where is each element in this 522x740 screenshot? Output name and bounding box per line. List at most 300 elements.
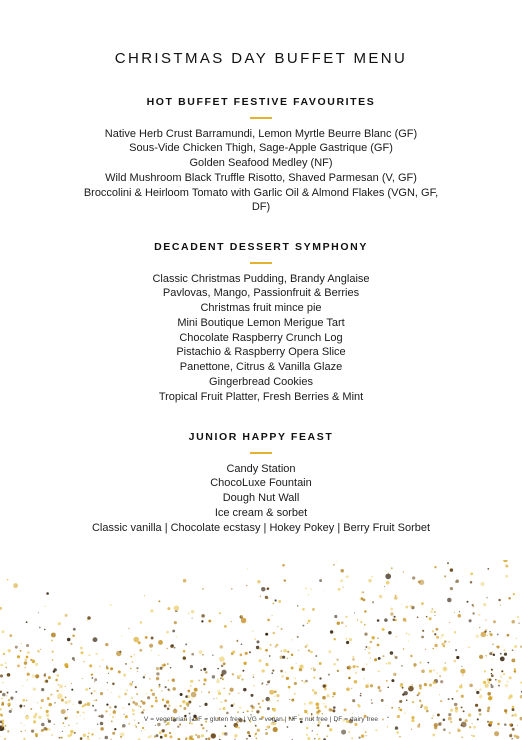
confetti-dot xyxy=(405,606,408,609)
confetti-dot xyxy=(158,655,159,656)
confetti-dot xyxy=(31,730,34,733)
confetti-dot xyxy=(351,688,352,689)
confetti-dot xyxy=(237,676,240,679)
confetti-dot xyxy=(486,597,487,598)
confetti-dot xyxy=(35,663,38,666)
gold-divider xyxy=(250,452,272,454)
confetti-dot xyxy=(420,707,421,708)
confetti-dot xyxy=(106,665,107,666)
confetti-dot xyxy=(1,725,3,727)
confetti-dot xyxy=(500,675,503,678)
confetti-dot xyxy=(169,732,171,734)
confetti-dot xyxy=(82,712,84,714)
confetti-dot xyxy=(50,694,52,696)
confetti-dot xyxy=(492,696,493,697)
confetti-dot xyxy=(497,723,500,726)
confetti-dot xyxy=(395,595,396,596)
confetti-dot xyxy=(32,660,36,664)
confetti-dot xyxy=(72,657,75,660)
confetti-dot xyxy=(159,686,161,688)
confetti-dot xyxy=(514,668,516,670)
confetti-dot xyxy=(384,586,385,587)
confetti-dot xyxy=(255,733,257,735)
confetti-dot xyxy=(353,665,356,668)
confetti-dot xyxy=(219,708,221,710)
confetti-dot xyxy=(167,607,170,610)
confetti-dot xyxy=(109,706,111,708)
menu-item: Pistachio & Raspberry Opera Slice xyxy=(176,346,346,359)
confetti-dot xyxy=(0,674,3,677)
confetti-dot xyxy=(473,726,476,729)
confetti-dot xyxy=(80,647,83,650)
confetti-dot xyxy=(222,678,224,680)
confetti-dot xyxy=(38,612,39,613)
confetti-dot xyxy=(306,644,308,646)
confetti-dot xyxy=(448,698,450,700)
gold-divider xyxy=(250,262,272,264)
confetti-dot xyxy=(355,672,357,674)
confetti-dot xyxy=(201,724,203,726)
confetti-dot xyxy=(202,727,204,729)
confetti-dot xyxy=(52,659,54,661)
confetti-dot xyxy=(326,694,329,697)
confetti-dot xyxy=(291,699,294,702)
confetti-dot xyxy=(364,633,367,636)
confetti-dot xyxy=(450,587,453,590)
confetti-dot xyxy=(313,668,316,671)
confetti-dot xyxy=(145,636,148,639)
confetti-dot xyxy=(22,699,25,702)
confetti-dot xyxy=(410,605,413,608)
confetti-dot xyxy=(447,562,449,564)
confetti-dot xyxy=(191,610,195,614)
confetti-dot xyxy=(287,726,289,728)
menu-item: Candy Station xyxy=(226,462,296,475)
confetti-dot xyxy=(44,681,46,683)
confetti-dot xyxy=(224,732,228,736)
confetti-dot xyxy=(67,700,70,703)
confetti-dot xyxy=(487,568,489,570)
confetti-dot xyxy=(436,636,439,639)
confetti-dot xyxy=(185,702,189,706)
confetti-dot xyxy=(87,702,91,706)
confetti-dot xyxy=(297,636,299,638)
confetti-dot xyxy=(485,619,486,620)
confetti-dot xyxy=(100,692,103,695)
confetti-dot xyxy=(313,677,315,679)
confetti-dot xyxy=(460,669,465,674)
confetti-dot xyxy=(310,589,312,591)
confetti-dot xyxy=(208,691,210,693)
confetti-dot xyxy=(483,681,487,685)
confetti-dot xyxy=(487,707,490,710)
confetti-dot xyxy=(463,710,465,712)
confetti-dot xyxy=(511,738,513,740)
confetti-dot xyxy=(456,656,459,659)
confetti-dot xyxy=(187,690,190,693)
confetti-dot xyxy=(408,634,410,636)
confetti-dot xyxy=(265,729,266,730)
confetti-dot xyxy=(141,730,142,731)
confetti-dot xyxy=(336,561,337,562)
confetti-dot xyxy=(141,711,144,714)
confetti-dot xyxy=(173,709,178,714)
confetti-dot xyxy=(447,598,451,602)
confetti-dot xyxy=(340,579,343,582)
section-heading: HOT BUFFET FESTIVE FAVOURITES xyxy=(146,96,376,108)
confetti-dot xyxy=(326,735,327,736)
confetti-dot xyxy=(491,674,494,677)
confetti-dot xyxy=(432,733,435,736)
confetti-dot xyxy=(5,729,7,731)
confetti-dot xyxy=(81,651,84,654)
confetti-dot xyxy=(449,622,450,623)
confetti-dot xyxy=(308,649,310,651)
confetti-dot xyxy=(265,732,268,735)
confetti-dot xyxy=(199,706,200,707)
confetti-dot xyxy=(243,688,247,692)
confetti-dot xyxy=(166,700,170,704)
confetti-dot xyxy=(274,695,275,696)
confetti-dot xyxy=(501,670,503,672)
confetti-dot xyxy=(159,684,161,686)
confetti-dot xyxy=(461,695,464,698)
confetti-dot xyxy=(208,620,211,623)
confetti-dot xyxy=(364,610,366,612)
confetti-dot xyxy=(479,655,483,659)
confetti-dot xyxy=(7,579,9,581)
confetti-dot xyxy=(366,646,368,648)
confetti-dot xyxy=(504,709,507,712)
confetti-dot xyxy=(65,614,68,617)
confetti-dot xyxy=(505,684,508,687)
confetti-dot xyxy=(95,653,97,655)
confetti-dot xyxy=(285,672,286,673)
confetti-dot xyxy=(403,648,404,649)
menu-item: Native Herb Crust Barramundi, Lemon Myrtle Beurre Blanc (GF) xyxy=(104,127,418,140)
confetti-dot xyxy=(421,670,425,674)
confetti-dot xyxy=(457,729,460,732)
confetti-dot xyxy=(17,655,20,658)
confetti-dot xyxy=(429,684,432,687)
confetti-dot xyxy=(247,568,248,569)
confetti-dot xyxy=(456,690,458,692)
confetti-dot xyxy=(317,734,318,735)
confetti-dot xyxy=(250,705,253,708)
confetti-dot xyxy=(505,712,507,714)
confetti-dot xyxy=(232,651,235,654)
menu-item: Mini Boutique Lemon Merigue Tart xyxy=(177,316,345,329)
confetti-dot xyxy=(148,736,150,738)
confetti-dot xyxy=(514,670,517,673)
confetti-dot xyxy=(424,706,428,710)
confetti-dot xyxy=(372,636,375,639)
confetti-dot xyxy=(7,692,9,694)
confetti-dot xyxy=(312,689,315,692)
confetti-dot xyxy=(411,684,413,686)
confetti-dot xyxy=(3,653,5,655)
confetti-dot xyxy=(201,734,204,737)
confetti-dot xyxy=(347,666,351,670)
confetti-dot xyxy=(357,619,358,620)
confetti-dot xyxy=(391,679,394,682)
confetti-dot xyxy=(365,684,369,688)
confetti-dot xyxy=(65,701,68,704)
confetti-dot xyxy=(219,656,225,662)
confetti-dot xyxy=(5,662,7,664)
confetti-dot xyxy=(247,710,249,712)
confetti-dot xyxy=(259,647,262,650)
confetti-dot xyxy=(111,692,112,693)
confetti-dot xyxy=(168,689,170,691)
confetti-dot xyxy=(256,710,259,713)
confetti-dot xyxy=(51,734,53,736)
confetti-dot xyxy=(247,731,250,734)
confetti-dot xyxy=(0,664,3,667)
confetti-dot xyxy=(253,685,255,687)
confetti-dot xyxy=(156,672,159,675)
confetti-dot xyxy=(199,650,203,654)
confetti-dot xyxy=(37,650,39,652)
confetti-dot xyxy=(346,688,350,692)
confetti-dot xyxy=(44,629,46,631)
confetti-dot xyxy=(472,605,474,607)
confetti-dot xyxy=(70,730,73,733)
confetti-dot xyxy=(235,726,238,729)
confetti-dot xyxy=(368,652,370,654)
confetti-dot xyxy=(488,696,492,700)
confetti-dot xyxy=(132,681,133,682)
confetti-dot xyxy=(254,638,256,640)
confetti-dot xyxy=(261,684,262,685)
confetti-dot xyxy=(226,712,229,715)
confetti-dot xyxy=(53,670,55,672)
confetti-dot xyxy=(100,727,103,730)
confetti-dot xyxy=(106,703,108,705)
confetti-dot xyxy=(346,575,349,578)
confetti-dot xyxy=(246,585,247,586)
confetti-dot xyxy=(504,723,507,726)
confetti-dot xyxy=(322,696,326,700)
confetti-dot xyxy=(74,732,76,734)
confetti-dot xyxy=(99,738,100,739)
confetti-dot xyxy=(267,619,270,622)
confetti-dot xyxy=(292,639,293,640)
confetti-dot xyxy=(455,707,458,710)
section-heading: JUNIOR HAPPY FEAST xyxy=(188,431,334,443)
confetti-dot xyxy=(481,582,485,586)
confetti-dot xyxy=(2,682,4,684)
confetti-dot xyxy=(238,693,239,694)
confetti-dot xyxy=(336,659,338,661)
confetti-dot xyxy=(461,724,463,726)
confetti-dot xyxy=(421,636,424,639)
confetti-dot xyxy=(444,575,446,577)
confetti-dot xyxy=(241,615,243,617)
confetti-dot xyxy=(231,621,232,622)
menu-item: Dough Nut Wall xyxy=(222,492,300,505)
confetti-dot xyxy=(134,654,135,655)
confetti-dot xyxy=(151,650,153,652)
confetti-dot xyxy=(203,668,206,671)
confetti-dot xyxy=(231,588,233,590)
confetti-dot xyxy=(176,636,177,637)
confetti-dot xyxy=(26,679,28,681)
confetti-dot xyxy=(76,723,77,724)
confetti-dot xyxy=(361,597,364,600)
confetti-dot xyxy=(370,684,373,687)
confetti-dot xyxy=(155,697,157,699)
confetti-dot xyxy=(462,675,463,676)
confetti-dot xyxy=(183,707,186,710)
confetti-dot xyxy=(412,701,414,703)
confetti-dot xyxy=(443,728,446,731)
confetti-dot xyxy=(330,630,333,633)
confetti-dot xyxy=(35,674,39,678)
confetti-dot xyxy=(40,707,42,709)
confetti-dot xyxy=(58,697,59,698)
confetti-dot xyxy=(91,673,93,675)
confetti-dot xyxy=(471,735,472,736)
confetti-dot xyxy=(150,689,152,691)
confetti-dot xyxy=(282,656,285,659)
confetti-dot xyxy=(484,670,486,672)
confetti-dot xyxy=(138,705,140,707)
confetti-dot xyxy=(256,646,259,649)
confetti-dot xyxy=(408,686,410,688)
confetti-dot xyxy=(309,701,312,704)
gold-divider xyxy=(250,117,272,119)
confetti-dot xyxy=(271,672,273,674)
confetti-dot xyxy=(270,644,272,646)
confetti-dot xyxy=(348,677,350,679)
confetti-dot xyxy=(136,693,138,695)
confetti-dot xyxy=(472,612,474,614)
confetti-dot xyxy=(185,643,187,645)
confetti-dot xyxy=(130,656,132,658)
confetti-dot xyxy=(508,597,511,600)
confetti-dot xyxy=(201,620,203,622)
confetti-dot xyxy=(202,654,204,656)
confetti-dot xyxy=(469,726,471,728)
confetti-dot xyxy=(403,571,404,572)
confetti-dot xyxy=(54,702,55,703)
confetti-dot xyxy=(147,696,150,699)
confetti-dot xyxy=(150,609,153,612)
confetti-dot xyxy=(27,673,30,676)
confetti-dot xyxy=(426,710,429,713)
confetti-dot xyxy=(229,688,233,692)
confetti-dot xyxy=(461,736,462,737)
confetti-dot xyxy=(439,675,441,677)
confetti-dot xyxy=(212,675,215,678)
confetti-dot xyxy=(195,734,197,736)
confetti-dot xyxy=(516,638,517,639)
menu-item: Gingerbread Cookies xyxy=(209,376,313,389)
confetti-dot xyxy=(191,692,197,698)
confetti-dot xyxy=(17,664,20,667)
confetti-dot xyxy=(396,636,398,638)
confetti-dot xyxy=(487,679,489,681)
confetti-dot xyxy=(0,708,2,710)
confetti-dot xyxy=(266,726,269,729)
confetti-dot xyxy=(145,729,146,730)
menu-item: Ice cream & sorbet xyxy=(214,506,308,519)
confetti-dot xyxy=(312,608,315,611)
confetti-dot xyxy=(83,661,84,662)
confetti-dot xyxy=(487,692,491,696)
confetti-dot xyxy=(302,608,305,611)
confetti-dot xyxy=(470,572,473,575)
confetti-dot xyxy=(155,725,156,726)
confetti-dot xyxy=(420,662,422,664)
confetti-dot xyxy=(426,616,428,618)
confetti-dot xyxy=(205,671,207,673)
confetti-dot xyxy=(481,694,482,695)
confetti-dot xyxy=(384,618,388,622)
confetti-dot xyxy=(358,705,361,708)
confetti-dot xyxy=(500,604,501,605)
confetti-dot xyxy=(259,706,261,708)
confetti-dot xyxy=(296,663,297,664)
confetti-dot xyxy=(84,661,85,662)
confetti-dot xyxy=(142,701,145,704)
confetti-dot xyxy=(107,682,108,683)
confetti-dot xyxy=(317,724,319,726)
confetti-dot xyxy=(377,644,380,647)
confetti-dot xyxy=(476,691,479,694)
confetti-dot xyxy=(352,699,355,702)
confetti-dot xyxy=(165,686,167,688)
confetti-dot xyxy=(311,713,312,714)
confetti-dot xyxy=(272,615,273,616)
confetti-dot xyxy=(434,566,436,568)
confetti-dot xyxy=(43,727,46,730)
confetti-dot xyxy=(388,572,389,573)
confetti-dot xyxy=(105,736,109,740)
confetti-dot xyxy=(155,699,158,702)
confetti-dot xyxy=(170,667,171,668)
confetti-dot xyxy=(218,692,221,695)
confetti-dot xyxy=(128,628,129,629)
confetti-dot xyxy=(78,701,82,705)
confetti-dot xyxy=(283,649,287,653)
confetti-dot xyxy=(156,677,159,680)
confetti-dot xyxy=(375,729,377,731)
confetti-dot xyxy=(26,656,29,659)
confetti-dot xyxy=(23,705,25,707)
confetti-dot xyxy=(372,601,374,603)
confetti-dot xyxy=(139,712,140,713)
confetti-dot xyxy=(136,667,138,669)
confetti-dot xyxy=(223,707,226,710)
confetti-dot xyxy=(220,677,222,679)
confetti-dot xyxy=(395,726,398,729)
confetti-dot xyxy=(211,733,216,738)
confetti-dot xyxy=(108,673,109,674)
confetti-dot xyxy=(379,689,382,692)
confetti-dot xyxy=(367,646,370,649)
confetti-dot xyxy=(122,707,124,709)
confetti-dot xyxy=(19,705,22,708)
section-heading: DECADENT DESSERT SYMPHONY xyxy=(154,241,368,253)
menu-item: Christmas fruit mince pie xyxy=(200,302,322,315)
confetti-dot xyxy=(132,661,134,663)
confetti-dot xyxy=(5,725,7,727)
confetti-dot xyxy=(492,658,493,659)
confetti-dot xyxy=(432,608,433,609)
confetti-dot xyxy=(164,734,167,737)
